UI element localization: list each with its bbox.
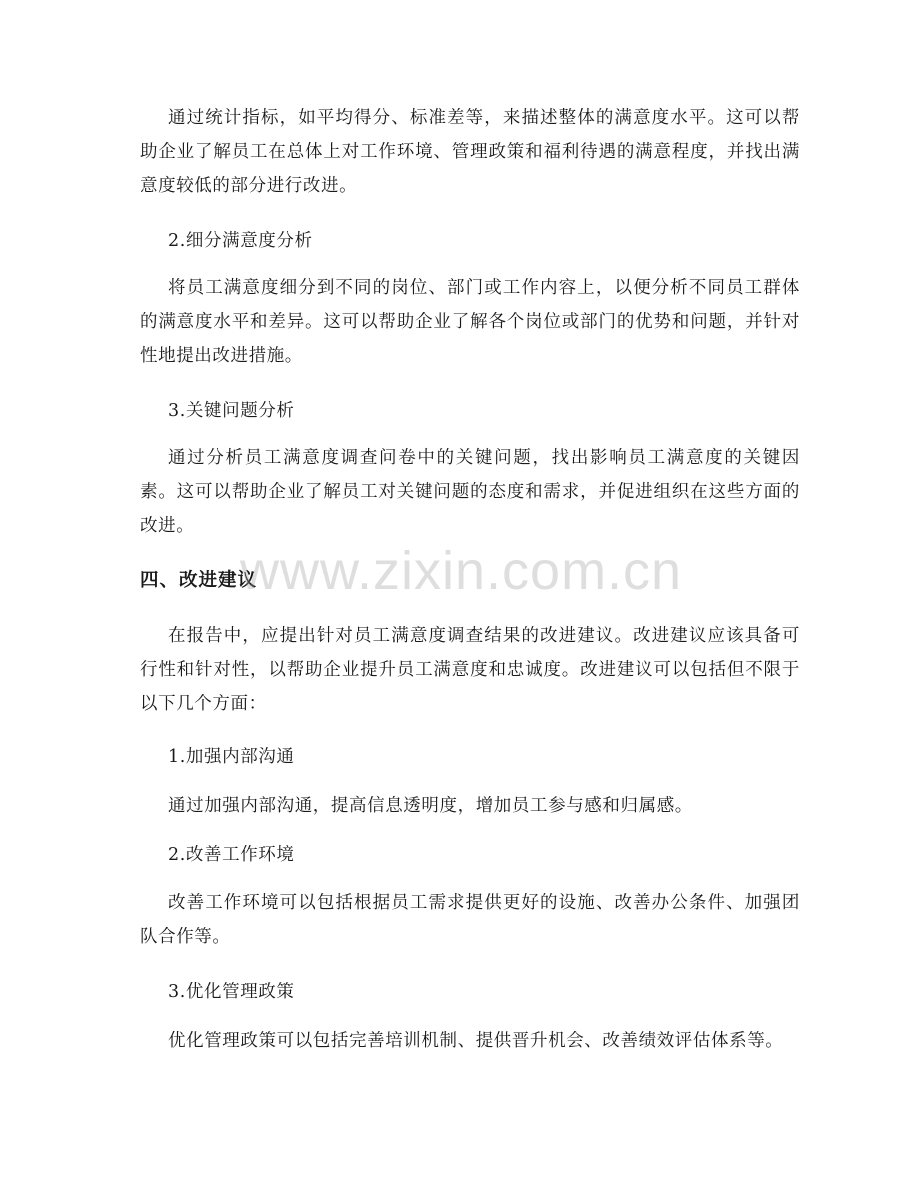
watermark: www.zixin.com.cn — [240, 541, 683, 601]
paragraph-overall-satisfaction: 通过统计指标，如平均得分、标准差等，来描述整体的满意度水平。这可以帮助企业了解员工在总体上对工作环境、管理政策和福利待遇的满意程度，并找出满意度较低的部分进行改进。 — [140, 108, 800, 196]
paragraph-work-environment: 改善工作环境可以包括根据员工需求提供更好的设施、改善办公条件、加强团队合作等。 — [140, 893, 800, 947]
subheading-segmented-analysis: 2.细分满意度分析 — [168, 231, 313, 251]
paragraph-internal-communication: 通过加强内部沟通，提高信息透明度，增加员工参与感和归属感。 — [168, 796, 693, 816]
subheading-internal-communication: 1.加强内部沟通 — [168, 747, 295, 767]
paragraph-segmented-analysis: 将员工满意度细分到不同的岗位、部门或工作内容上，以便分析不同员工群体的满意度水平和差异。这可以帮助企业了解各个岗位或部门的优势和问题，并针对性地提出改进措施。 — [140, 278, 800, 366]
paragraph-improvement-intro: 在报告中，应提出针对员工满意度调查结果的改进建议。改进建议应该具备可行性和针对性，以帮助企业提升员工满意度和忠诚度。改进建议可以包括但不限于以下几个方面： — [140, 626, 800, 714]
subheading-management-policy: 3.优化管理政策 — [168, 982, 295, 1002]
subheading-work-environment: 2.改善工作环境 — [168, 845, 295, 865]
paragraph-management-policy: 优化管理政策可以包括完善培训机制、提供晋升机会、改善绩效评估体系等。 — [168, 1031, 784, 1051]
subheading-key-issue-analysis: 3.关键问题分析 — [168, 401, 295, 421]
paragraph-key-issue-analysis: 通过分析员工满意度调查问卷中的关键问题，找出影响员工满意度的关键因素。这可以帮助企业了解员工对关键问题的态度和需求，并促进组织在这些方面的改进。 — [140, 448, 800, 536]
section-heading-improvement: 四、改进建议 — [140, 570, 258, 591]
